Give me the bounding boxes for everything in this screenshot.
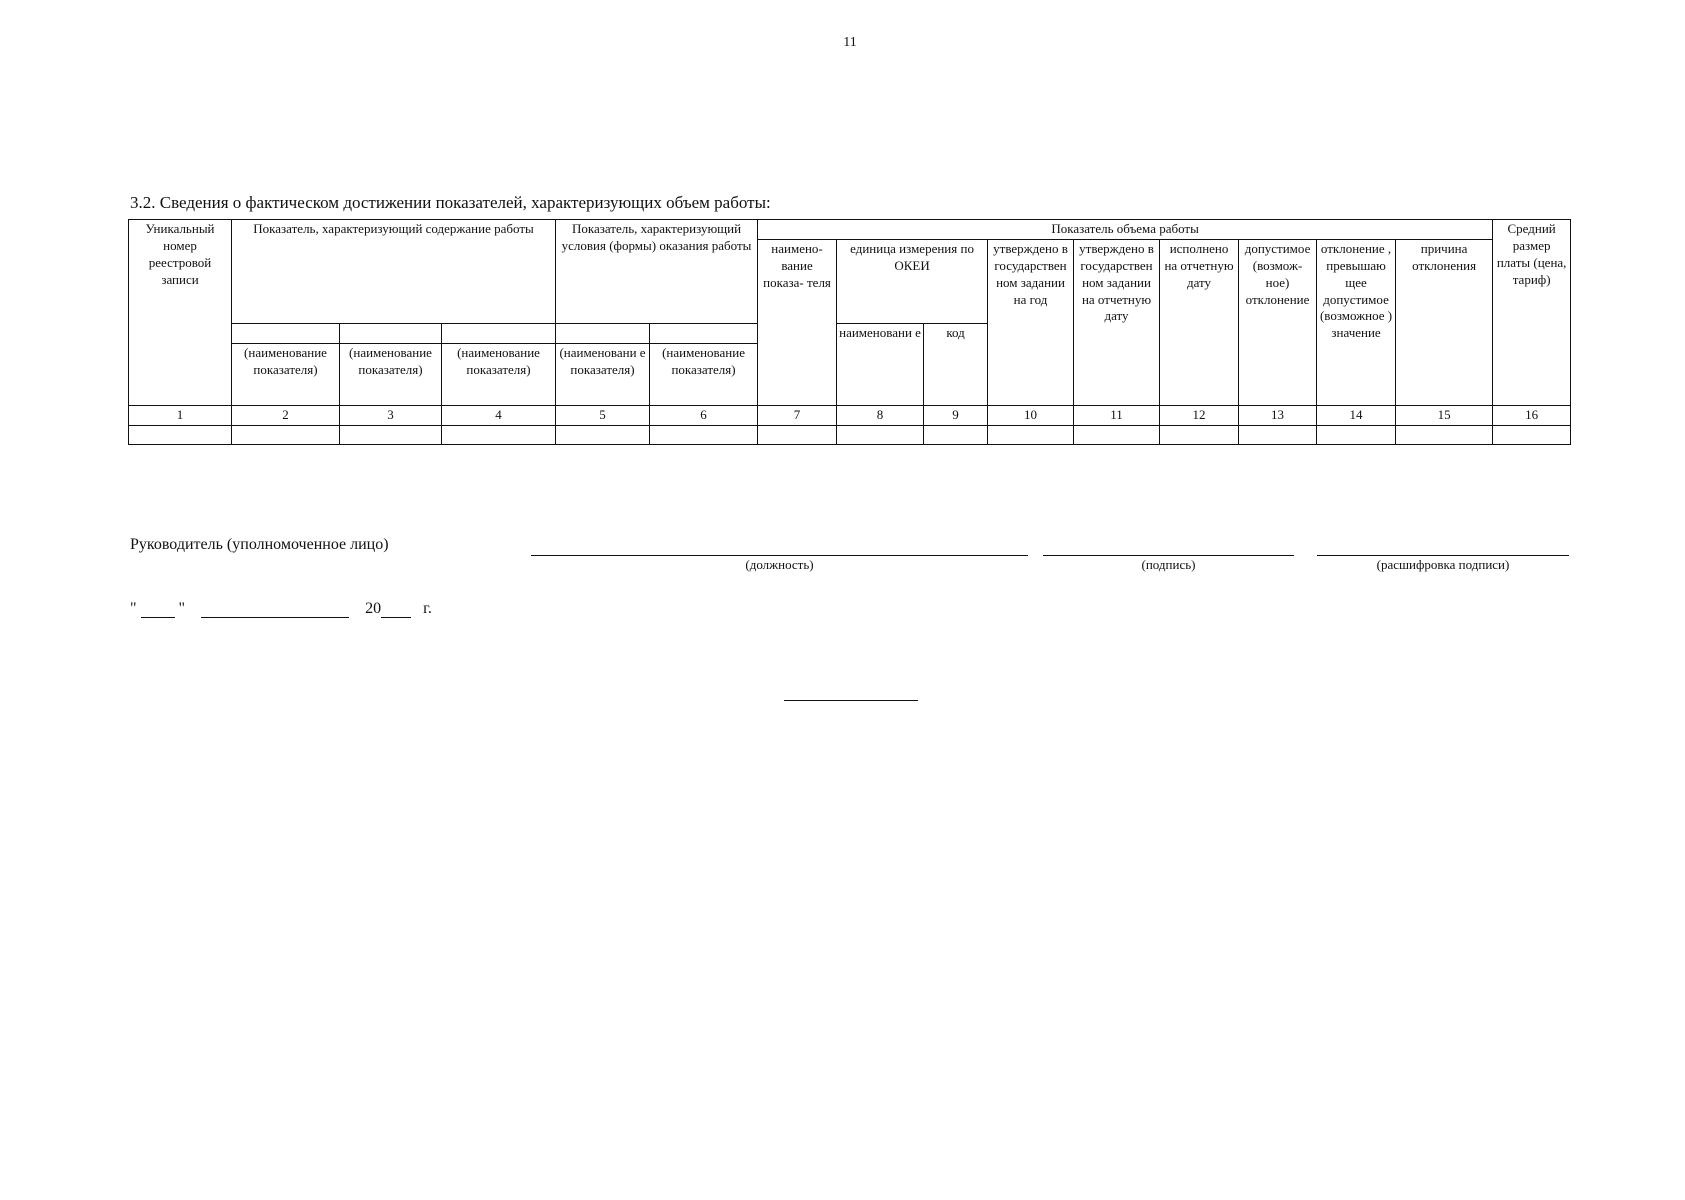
column-number: 7	[758, 405, 837, 425]
header-allowed-deviation: допустимое (возмож- ное) отклонение	[1239, 239, 1317, 405]
header-content-indicator: Показатель, характеризующий содержание работы	[232, 220, 556, 324]
column-number: 16	[1493, 405, 1571, 425]
section-title: 3.2. Сведения о фактическом достижении показателей, характеризующих объем работы:	[130, 193, 771, 212]
subheader-conditions-name-2: (наименование показателя)	[650, 343, 758, 405]
column-number: 5	[556, 405, 650, 425]
header-unit-code: код	[924, 323, 988, 405]
header-exceeding-deviation: отклонение , превышаю щее допустимое (возможное ) значение	[1317, 239, 1396, 405]
column-number: 6	[650, 405, 758, 425]
column-number: 4	[442, 405, 556, 425]
signature-caption: (подпись)	[1141, 557, 1196, 572]
header-unique-number: Уникальный номер реестровой записи	[129, 220, 232, 406]
data-cell[interactable]	[1074, 425, 1160, 444]
signature-decode-caption: (расшифровка подписи)	[1376, 557, 1510, 572]
data-cell[interactable]	[1317, 425, 1396, 444]
data-cell[interactable]	[556, 425, 650, 444]
signatory-label: Руководитель (уполномоченное лицо)	[130, 536, 389, 553]
header-conditions-indicator: Показатель, характеризующий условия (формы) оказания работы	[556, 220, 758, 324]
column-number: 2	[232, 405, 340, 425]
work-volume-table	[128, 219, 1571, 445]
column-number: 1	[129, 405, 232, 425]
column-number: 12	[1160, 405, 1239, 425]
header-executed: исполнено на отчетную дату	[1160, 239, 1239, 405]
data-cell[interactable]	[650, 425, 758, 444]
column-number: 8	[837, 405, 924, 425]
data-cell[interactable]	[1493, 425, 1571, 444]
data-cell[interactable]	[924, 425, 988, 444]
data-cell[interactable]	[1396, 425, 1493, 444]
data-cell[interactable]	[758, 425, 837, 444]
month-field[interactable]	[201, 601, 349, 618]
day-field[interactable]	[141, 601, 175, 618]
header-unit-okei: единица измерения по ОКЕИ	[837, 239, 988, 323]
column-number: 13	[1239, 405, 1317, 425]
header-deviation-reason: причина отклонения	[1396, 239, 1493, 405]
year-prefix: 20	[365, 600, 382, 617]
column-number: 3	[340, 405, 442, 425]
header-volume-indicator: Показатель объема работы	[758, 220, 1493, 240]
column-number: 14	[1317, 405, 1396, 425]
subheader-content-name-1: (наименование показателя)	[232, 343, 340, 405]
data-cell[interactable]	[988, 425, 1074, 444]
date-line	[130, 600, 432, 618]
page-number: 11	[843, 35, 857, 50]
signature-field[interactable]	[1043, 555, 1294, 556]
blank-cell	[232, 323, 340, 343]
year-suffix: г.	[423, 600, 432, 617]
blank-cell	[556, 323, 650, 343]
column-number: 9	[924, 405, 988, 425]
data-cell[interactable]	[340, 425, 442, 444]
data-cell[interactable]	[232, 425, 340, 444]
year-field[interactable]	[381, 601, 411, 618]
position-field[interactable]	[531, 555, 1028, 556]
subheader-conditions-name-1: (наименовани е показателя)	[556, 343, 650, 405]
header-unit-name: наименовани е	[837, 323, 924, 405]
header-approved-date: утверждено в государствен ном задании на отчетную дату	[1074, 239, 1160, 405]
footer-rule	[784, 700, 918, 701]
blank-cell	[442, 323, 556, 343]
blank-cell	[650, 323, 758, 343]
position-caption: (должность)	[745, 557, 814, 572]
header-approved-year: утверждено в государствен ном задании на год	[988, 239, 1074, 405]
column-number: 11	[1074, 405, 1160, 425]
data-cell[interactable]	[837, 425, 924, 444]
signature-decode-field[interactable]	[1317, 555, 1569, 556]
column-number: 15	[1396, 405, 1493, 425]
subheader-content-name-2: (наименование показателя)	[340, 343, 442, 405]
date-quote-close: "	[178, 600, 186, 617]
date-quote-open: "	[130, 600, 137, 617]
header-average-fee: Средний размер платы (цена, тариф)	[1493, 220, 1571, 406]
header-indicator-name: наимено- вание показа- теля	[758, 239, 837, 405]
column-number: 10	[988, 405, 1074, 425]
blank-cell	[340, 323, 442, 343]
data-cell[interactable]	[1239, 425, 1317, 444]
data-cell[interactable]	[442, 425, 556, 444]
subheader-content-name-3: (наименование показателя)	[442, 343, 556, 405]
data-cell[interactable]	[1160, 425, 1239, 444]
data-cell[interactable]	[129, 425, 232, 444]
